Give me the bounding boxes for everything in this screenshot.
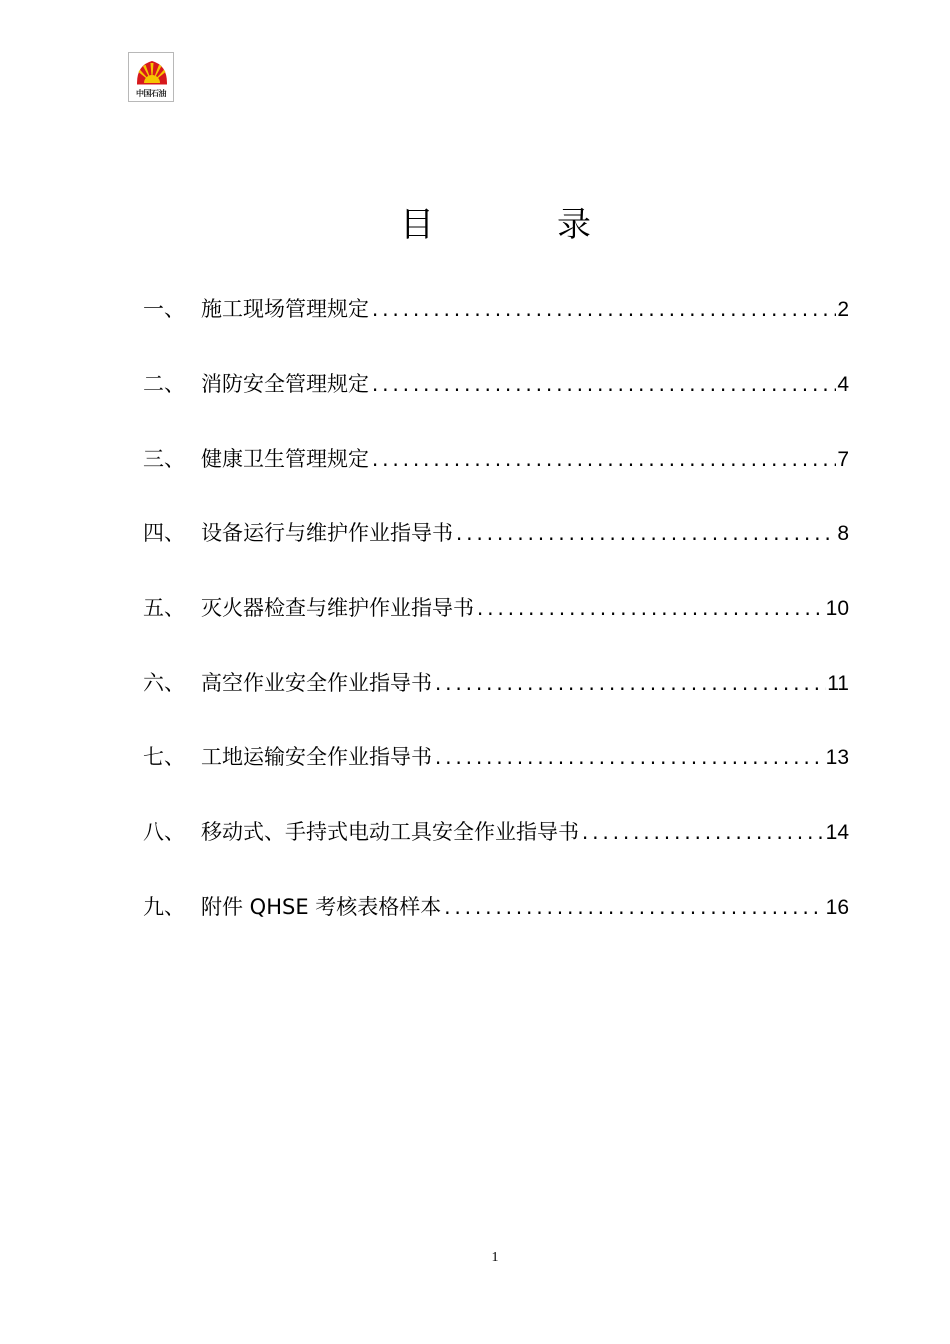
toc-entry[interactable] <box>143 292 849 326</box>
petrochina-logo <box>128 52 174 102</box>
toc-entry-number: 八、 <box>143 820 185 844</box>
footer-page-number: 1 <box>491 1250 499 1265</box>
toc-dot-leader <box>433 742 825 776</box>
title-char-1: 目 <box>400 205 434 245</box>
toc-entry[interactable] <box>143 516 849 550</box>
toc-dot-leader <box>370 294 836 328</box>
petrochina-emblem-icon <box>129 53 175 93</box>
toc-entry-number: 七、 <box>143 745 185 769</box>
toc-entry-number: 四、 <box>143 521 185 545</box>
toc-entry-title: 设备运行与维护作业指导书 <box>201 521 453 545</box>
toc-entry-title: 移动式、手持式电动工具安全作业指导书 <box>201 820 579 844</box>
toc-dot-leader <box>433 668 826 702</box>
toc-entry-number: 六、 <box>143 671 185 695</box>
toc-entry-number: 三、 <box>143 447 185 471</box>
page-title <box>400 200 600 250</box>
toc-entry-title: 消防安全管理规定 <box>201 372 369 396</box>
toc-dot-leader <box>580 817 825 851</box>
toc-entry[interactable] <box>143 591 849 625</box>
toc-entry[interactable] <box>143 815 849 849</box>
toc-entry-title: 高空作业安全作业指导书 <box>201 671 432 695</box>
toc-entry-title: 施工现场管理规定 <box>201 297 369 321</box>
toc-entry-page: 14 <box>825 821 849 844</box>
toc-entry-page: 4 <box>837 373 849 396</box>
toc-entry[interactable] <box>143 740 849 774</box>
toc-entry-page: 10 <box>825 597 849 620</box>
toc-entry[interactable] <box>143 442 849 476</box>
toc-entry-number: 五、 <box>143 596 185 620</box>
logo-text: 中国石油 <box>136 89 166 98</box>
toc-entry-page: 2 <box>837 298 849 321</box>
toc-dot-leader <box>370 369 836 403</box>
toc-entry-page: 11 <box>827 672 849 695</box>
toc-entry-page: 8 <box>837 522 849 545</box>
toc-entry-title: 健康卫生管理规定 <box>201 447 369 471</box>
toc-entry-page: 13 <box>825 746 849 769</box>
toc-dot-leader <box>370 444 836 478</box>
toc-dot-leader <box>475 593 825 627</box>
title-char-2: 录 <box>557 205 591 245</box>
toc-entry-title: 灭火器检查与维护作业指导书 <box>201 596 474 620</box>
toc-dot-leader <box>454 518 836 552</box>
toc-dot-leader <box>442 892 824 926</box>
toc-entry-page: 7 <box>837 448 849 471</box>
toc-entry-number: 九、 <box>143 895 185 919</box>
toc-entry-title: 工地运输安全作业指导书 <box>201 745 432 769</box>
toc-entry-page: 16 <box>825 896 849 919</box>
toc-entry-title: 附件 QHSE 考核表格样本 <box>201 895 442 919</box>
toc-entry[interactable] <box>143 367 849 401</box>
toc-entry[interactable] <box>143 890 849 924</box>
toc-entry-number: 一、 <box>143 297 185 321</box>
toc-entry[interactable] <box>143 666 849 700</box>
toc-entry-number: 二、 <box>143 372 185 396</box>
